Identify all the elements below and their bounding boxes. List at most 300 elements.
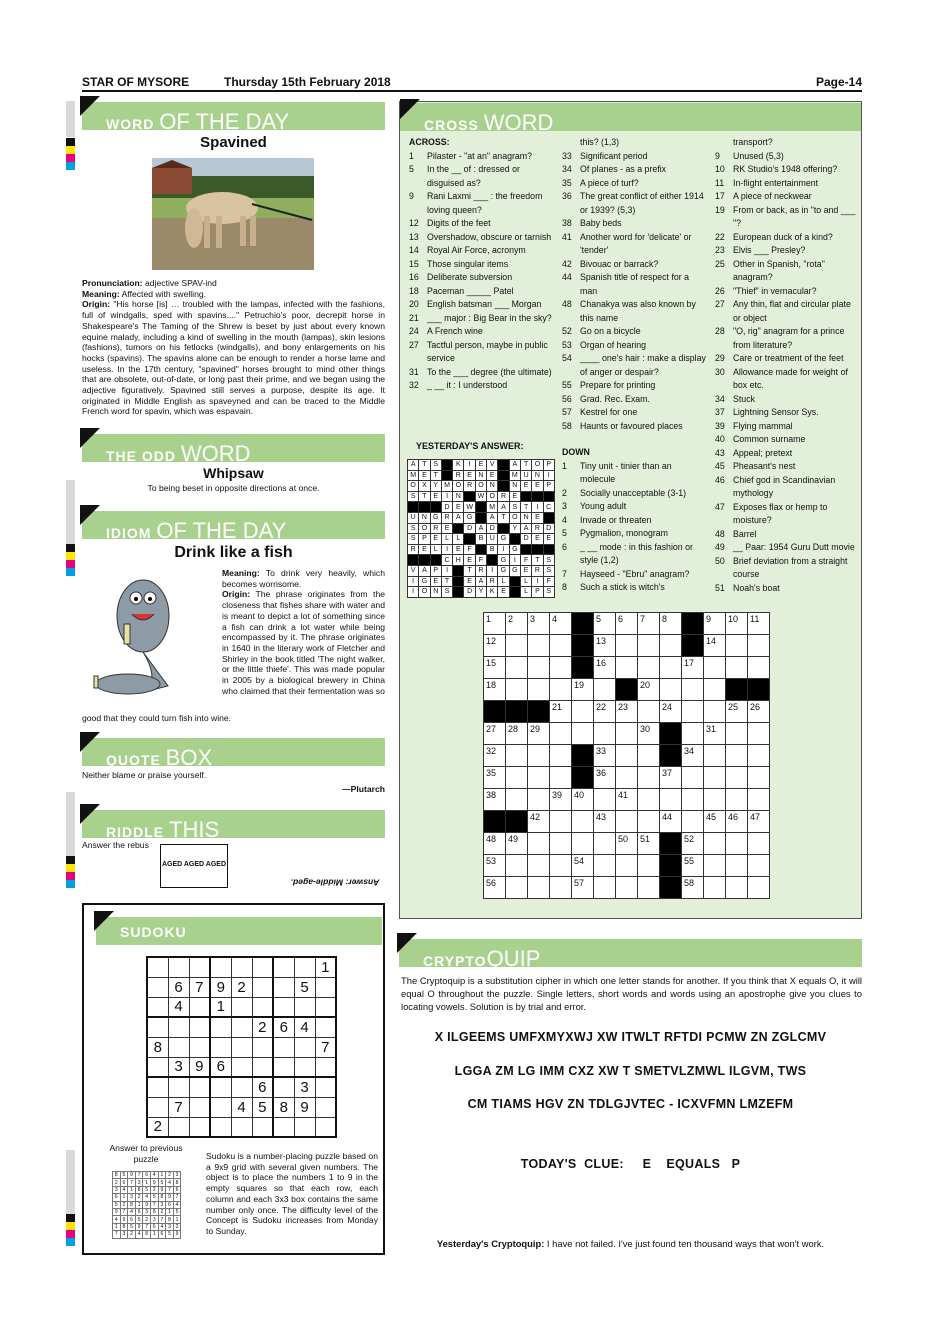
- crossword-cell[interactable]: [638, 789, 660, 811]
- crossword-cell[interactable]: [704, 745, 726, 767]
- sudoku-cell[interactable]: [294, 1117, 315, 1137]
- crossword-cell[interactable]: [704, 855, 726, 877]
- crossword-cell[interactable]: 2: [506, 613, 528, 635]
- crossword-cell[interactable]: 55: [682, 855, 704, 877]
- sudoku-answer-cell: 8: [150, 1208, 158, 1215]
- crossword-cell[interactable]: [748, 877, 770, 899]
- crossword-cell[interactable]: [726, 635, 748, 657]
- answer-black-cell: [520, 544, 531, 555]
- crossword-cell[interactable]: 29: [528, 723, 550, 745]
- clue-number: 31: [409, 366, 419, 377]
- sudoku-cell: 9: [189, 1057, 210, 1077]
- sudoku-cell[interactable]: [168, 1077, 189, 1097]
- crossword-black-cell: [726, 679, 748, 701]
- crossword-cell[interactable]: [638, 657, 660, 679]
- sudoku-cell[interactable]: [189, 1017, 210, 1037]
- crossword-cell[interactable]: 9: [704, 613, 726, 635]
- crossword-cell[interactable]: [506, 679, 528, 701]
- sudoku-cell[interactable]: [315, 1057, 336, 1077]
- crossword-cell[interactable]: [682, 723, 704, 745]
- label: Meaning:: [222, 568, 260, 578]
- crossword-cell[interactable]: 19: [572, 679, 594, 701]
- crossword-cell[interactable]: [550, 855, 572, 877]
- crossword-cell[interactable]: [660, 635, 682, 657]
- clue-number: 20: [409, 299, 419, 309]
- crossword-cell[interactable]: 45: [704, 811, 726, 833]
- crossword-cell[interactable]: 51: [638, 833, 660, 855]
- crossword-cell[interactable]: [594, 679, 616, 701]
- sudoku-cell[interactable]: [315, 1077, 336, 1097]
- crossword-cell[interactable]: [638, 877, 660, 899]
- crossword-cell[interactable]: [550, 723, 572, 745]
- sudoku-answer-cell: 7: [166, 1186, 174, 1193]
- crossword-cell[interactable]: [704, 833, 726, 855]
- yesterday-quip: I have not failed. I've just found ten thousand ways that won't work.: [544, 1238, 825, 1249]
- sudoku-answer-cell: 2: [166, 1172, 174, 1179]
- crossword-cell[interactable]: [704, 789, 726, 811]
- sudoku-cell[interactable]: [231, 1057, 252, 1077]
- crossword-cell[interactable]: 43: [594, 811, 616, 833]
- clue-text: Deliberate subversion: [427, 272, 513, 282]
- crossword-cell[interactable]: [616, 657, 638, 679]
- crossword-cell[interactable]: [660, 679, 682, 701]
- crossword-cell[interactable]: 16: [594, 657, 616, 679]
- sudoku-cell[interactable]: [147, 1017, 168, 1037]
- crossword-cell[interactable]: 49: [506, 833, 528, 855]
- answer-cell: N: [453, 491, 464, 502]
- sudoku-cell[interactable]: [189, 1097, 210, 1117]
- crossword-black-cell: [682, 635, 704, 657]
- pronunciation: adjective SPAV-ind: [142, 278, 217, 288]
- crossword-cell[interactable]: [748, 833, 770, 855]
- sudoku-cell[interactable]: [315, 997, 336, 1017]
- sudoku-cell[interactable]: [210, 1117, 231, 1137]
- sudoku-answer-cell: 9: [128, 1172, 136, 1179]
- crossword-cell[interactable]: 56: [484, 877, 506, 899]
- crossword-cell[interactable]: [616, 811, 638, 833]
- sudoku-cell[interactable]: [273, 957, 294, 977]
- crossword-cell[interactable]: [682, 767, 704, 789]
- sudoku-cell[interactable]: [210, 1077, 231, 1097]
- answer-cell: A: [419, 565, 430, 576]
- crossword-cell[interactable]: [704, 679, 726, 701]
- clue-item: [715, 406, 860, 420]
- answer-cell: U: [408, 512, 419, 523]
- sudoku-cell[interactable]: [273, 1117, 294, 1137]
- clue-text: The great conflict of either 1914 or 1939? (5,3): [580, 191, 704, 215]
- crossword-cell[interactable]: 12: [484, 635, 506, 657]
- sudoku-cell[interactable]: [168, 1017, 189, 1037]
- clue-item: [715, 244, 860, 258]
- crossword-cell[interactable]: 11: [748, 613, 770, 635]
- sudoku-cell[interactable]: [147, 1057, 168, 1077]
- sudoku-answer-cell: 4: [158, 1223, 166, 1230]
- crossword-cell[interactable]: [638, 855, 660, 877]
- crossword-cell[interactable]: 36: [594, 767, 616, 789]
- crossword-cell[interactable]: [528, 767, 550, 789]
- crossword-cell[interactable]: [528, 745, 550, 767]
- clue-item: [715, 541, 860, 555]
- sudoku-cell[interactable]: [315, 1117, 336, 1137]
- crossword-cell[interactable]: [506, 657, 528, 679]
- sudoku-cell[interactable]: [252, 977, 273, 997]
- crossword-cell[interactable]: 13: [594, 635, 616, 657]
- crossword-cell[interactable]: [682, 811, 704, 833]
- sudoku-cell[interactable]: [252, 997, 273, 1017]
- sudoku-cell[interactable]: [147, 1097, 168, 1117]
- clue-text: A piece of neckwear: [733, 191, 812, 201]
- sudoku-cell[interactable]: [273, 977, 294, 997]
- crossword-cell[interactable]: [616, 745, 638, 767]
- sudoku-cell[interactable]: [189, 1077, 210, 1097]
- crossword-cell[interactable]: [572, 701, 594, 723]
- crossword-cell[interactable]: [550, 833, 572, 855]
- sudoku-cell[interactable]: [168, 957, 189, 977]
- crossword-cell[interactable]: 39: [550, 789, 572, 811]
- crossword-cell[interactable]: [704, 657, 726, 679]
- sudoku-cell[interactable]: [189, 997, 210, 1017]
- crossword-cell[interactable]: 4: [550, 613, 572, 635]
- answer-cell: L: [430, 544, 441, 555]
- sudoku-cell[interactable]: [294, 997, 315, 1017]
- sudoku-cell[interactable]: [273, 997, 294, 1017]
- sudoku-cell[interactable]: [147, 977, 168, 997]
- sudoku-answer-cell: 8: [143, 1231, 151, 1238]
- clue-item: [409, 285, 557, 299]
- sudoku-cell[interactable]: [315, 977, 336, 997]
- crossword-cell[interactable]: 42: [528, 811, 550, 833]
- crossword-cell[interactable]: [660, 657, 682, 679]
- crossword-cell[interactable]: 26: [748, 701, 770, 723]
- crossword-cell[interactable]: 41: [616, 789, 638, 811]
- answer-cell: D: [464, 587, 475, 598]
- answer-cell: E: [532, 512, 543, 523]
- crossword-cell[interactable]: [682, 679, 704, 701]
- answer-black-cell: [464, 534, 475, 545]
- answer-black-cell: [532, 491, 543, 502]
- clue-number: 23: [715, 245, 725, 255]
- crossword-cell[interactable]: [594, 723, 616, 745]
- crossword-cell[interactable]: 57: [572, 877, 594, 899]
- sudoku-cell[interactable]: [210, 1017, 231, 1037]
- crossword-cell[interactable]: [726, 855, 748, 877]
- crossword-cell[interactable]: [748, 745, 770, 767]
- crossword-cell[interactable]: 17: [682, 657, 704, 679]
- crossword-cell[interactable]: 34: [682, 745, 704, 767]
- sudoku-answer-cell: 7: [150, 1201, 158, 1208]
- answer-cell: I: [408, 576, 419, 587]
- answer-cell: I: [498, 544, 509, 555]
- crossword-cell[interactable]: [528, 789, 550, 811]
- crossword-cell[interactable]: [638, 701, 660, 723]
- sudoku-cell[interactable]: [315, 1097, 336, 1117]
- crossword-cell[interactable]: [594, 855, 616, 877]
- clue-text: Such a stick is witch's: [580, 582, 665, 592]
- crossword-cell[interactable]: [506, 877, 528, 899]
- crossword-cell[interactable]: [726, 723, 748, 745]
- crossword-cell[interactable]: [748, 635, 770, 657]
- crossword-panel: [399, 101, 862, 919]
- answer-cell: S: [441, 587, 452, 598]
- sudoku-cell[interactable]: [252, 1037, 273, 1057]
- crossword-cell[interactable]: [594, 789, 616, 811]
- crossword-cell[interactable]: 5: [594, 613, 616, 635]
- sudoku-cell[interactable]: [210, 1037, 231, 1057]
- crossword-cell[interactable]: [506, 789, 528, 811]
- crossword-cell[interactable]: 48: [484, 833, 506, 855]
- clue-item: [562, 514, 706, 528]
- crossword-cell[interactable]: [748, 767, 770, 789]
- crossword-cell[interactable]: 33: [594, 745, 616, 767]
- crossword-cell[interactable]: [748, 657, 770, 679]
- crossword-cell[interactable]: [528, 877, 550, 899]
- crossword-cell[interactable]: 6: [616, 613, 638, 635]
- crossword-cell[interactable]: [550, 745, 572, 767]
- sudoku-cell[interactable]: [294, 1037, 315, 1057]
- crossword-cell[interactable]: 3: [528, 613, 550, 635]
- clue-item: [715, 285, 860, 299]
- answer-cell: M: [487, 502, 498, 513]
- crossword-cell[interactable]: 30: [638, 723, 660, 745]
- crossword-cell[interactable]: [748, 855, 770, 877]
- crossword-cell[interactable]: [572, 723, 594, 745]
- sudoku-cell[interactable]: [231, 957, 252, 977]
- sudoku-cell[interactable]: [273, 1037, 294, 1057]
- answer-black-cell: [509, 587, 520, 598]
- band-label-large: WORD: [483, 110, 554, 135]
- sudoku-cell[interactable]: [210, 1097, 231, 1117]
- crossword-cell[interactable]: [528, 679, 550, 701]
- crossword-cell[interactable]: [616, 723, 638, 745]
- clue-item: [409, 271, 557, 285]
- sudoku-cell: 6: [273, 1017, 294, 1037]
- crossword-band: [400, 103, 861, 135]
- crossword-cell[interactable]: [748, 723, 770, 745]
- crossword-cell[interactable]: 52: [682, 833, 704, 855]
- crossword-cell[interactable]: [506, 855, 528, 877]
- fish-cartoon-illustration: [88, 566, 188, 706]
- crossword-cell[interactable]: 38: [484, 789, 506, 811]
- sudoku-cell[interactable]: [210, 957, 231, 977]
- crossword-cell[interactable]: 25: [726, 701, 748, 723]
- crossword-cell[interactable]: 7: [638, 613, 660, 635]
- crossword-cell[interactable]: 10: [726, 613, 748, 635]
- crossword-cell[interactable]: 44: [660, 811, 682, 833]
- clue-number: 51: [715, 582, 725, 593]
- sudoku-cell[interactable]: [294, 957, 315, 977]
- crossword-cell[interactable]: 58: [682, 877, 704, 899]
- crossword-cell[interactable]: [704, 877, 726, 899]
- clue-number: 33: [562, 150, 572, 161]
- clue-number: 39: [715, 420, 725, 431]
- crossword-cell[interactable]: [726, 833, 748, 855]
- crossword-cell[interactable]: [550, 635, 572, 657]
- crossword-cell[interactable]: [550, 657, 572, 679]
- sudoku-cell[interactable]: [189, 1037, 210, 1057]
- sudoku-cell[interactable]: [273, 1057, 294, 1077]
- crossword-cell[interactable]: [616, 855, 638, 877]
- clue-text: Lightning Sensor Sys.: [733, 407, 819, 417]
- crossword-cell[interactable]: [682, 701, 704, 723]
- crossword-cell[interactable]: 22: [594, 701, 616, 723]
- crossword-cell[interactable]: 31: [704, 723, 726, 745]
- page-header: [82, 74, 862, 92]
- answer-cell: S: [509, 502, 520, 513]
- clue-text: Allowance made for weight of box etc.: [733, 366, 848, 390]
- crossword-cell[interactable]: [528, 635, 550, 657]
- crossword-cell[interactable]: [638, 635, 660, 657]
- crossword-cell[interactable]: [572, 811, 594, 833]
- crossword-cell[interactable]: 35: [484, 767, 506, 789]
- crossword-cell[interactable]: [528, 833, 550, 855]
- clue-text: Pygmalion, monogram: [580, 528, 669, 538]
- crossword-cell[interactable]: 47: [748, 811, 770, 833]
- crossword-cell[interactable]: [704, 767, 726, 789]
- crossword-cell[interactable]: [726, 877, 748, 899]
- answer-black-cell: [509, 534, 520, 545]
- sudoku-cell[interactable]: [252, 1117, 273, 1137]
- crossword-cell[interactable]: 24: [660, 701, 682, 723]
- crossword-cell[interactable]: [572, 833, 594, 855]
- crossword-cell[interactable]: 37: [660, 767, 682, 789]
- crossword-cell[interactable]: [616, 767, 638, 789]
- sudoku-cell[interactable]: [252, 1057, 273, 1077]
- across-title: ACROSS:: [409, 137, 450, 147]
- crossword-cell[interactable]: [528, 657, 550, 679]
- clue-number: 48: [715, 528, 725, 539]
- clue-number: 57: [562, 407, 572, 417]
- crossword-cell[interactable]: [506, 635, 528, 657]
- clue-text: Tiny unit - tinier than an molecule: [580, 460, 672, 484]
- answer-cell: O: [532, 460, 543, 471]
- crossword-cell[interactable]: 54: [572, 855, 594, 877]
- sudoku-cell[interactable]: [231, 1077, 252, 1097]
- clue-text: this? (1,3): [580, 137, 620, 147]
- sudoku-cell[interactable]: [231, 1037, 252, 1057]
- crossword-cell[interactable]: [506, 745, 528, 767]
- clue-item: [715, 582, 860, 596]
- crossword-black-cell: [484, 701, 506, 723]
- answer-cell: L: [520, 576, 531, 587]
- clue-item: [715, 258, 860, 285]
- crossword-cell[interactable]: [616, 877, 638, 899]
- sudoku-cell[interactable]: [147, 957, 168, 977]
- horse-photo: [152, 158, 314, 270]
- clue-item: [562, 231, 706, 258]
- sudoku-answer-cell: 9: [173, 1231, 181, 1238]
- sudoku-cell[interactable]: [168, 1117, 189, 1137]
- answer-cell: T: [520, 460, 531, 471]
- clue-text: Grad. Rec. Exam.: [580, 393, 650, 404]
- sudoku-cell[interactable]: [273, 1077, 294, 1097]
- clue-text: Care or treatment of the feet: [733, 353, 844, 363]
- sudoku-cell[interactable]: [231, 1117, 252, 1137]
- crossword-cell[interactable]: [638, 811, 660, 833]
- sudoku-answer-cell: 6: [173, 1186, 181, 1193]
- crossword-cell[interactable]: 28: [506, 723, 528, 745]
- crossword-cell[interactable]: [704, 701, 726, 723]
- answer-cell: N: [509, 481, 520, 492]
- sudoku-cell[interactable]: [231, 1017, 252, 1037]
- sudoku-answer-cell: 8: [158, 1194, 166, 1201]
- sudoku-cell[interactable]: [147, 1077, 168, 1097]
- sudoku-cell[interactable]: [294, 1057, 315, 1077]
- answer-cell: P: [543, 460, 554, 471]
- idiom-band: [82, 511, 385, 543]
- crossword-cell[interactable]: [748, 789, 770, 811]
- crossword-cell[interactable]: 20: [638, 679, 660, 701]
- clue-item: [409, 231, 557, 245]
- answer-cell: T: [532, 555, 543, 566]
- answer-cell: Y: [475, 587, 486, 598]
- answer-black-cell: [509, 576, 520, 587]
- crossword-cell[interactable]: [550, 679, 572, 701]
- sudoku-cell: 7: [168, 1097, 189, 1117]
- crossword-cell[interactable]: 8: [660, 613, 682, 635]
- crossword-cell[interactable]: [550, 877, 572, 899]
- crossword-cell[interactable]: 14: [704, 635, 726, 657]
- crossword-cell[interactable]: [550, 811, 572, 833]
- sudoku-answer-cell: 2: [128, 1231, 136, 1238]
- sudoku-cell[interactable]: [252, 957, 273, 977]
- crossword-cell[interactable]: [638, 767, 660, 789]
- crossword-cell[interactable]: [660, 789, 682, 811]
- crossword-cell[interactable]: 23: [616, 701, 638, 723]
- sudoku-cell[interactable]: [189, 1117, 210, 1137]
- crossword-cell[interactable]: 27: [484, 723, 506, 745]
- crossword-cell[interactable]: [726, 767, 748, 789]
- clue-number: 14: [409, 245, 419, 255]
- crossword-cell[interactable]: 40: [572, 789, 594, 811]
- sudoku-answer-cell: 5: [158, 1179, 166, 1186]
- sudoku-cell[interactable]: [231, 997, 252, 1017]
- crossword-cell[interactable]: [726, 657, 748, 679]
- sudoku-cell: 8: [273, 1097, 294, 1117]
- clue-item: [562, 271, 706, 298]
- answer-cell: I: [543, 470, 554, 481]
- crossword-cell[interactable]: [616, 635, 638, 657]
- crossword-cell[interactable]: 1: [484, 613, 506, 635]
- clue-text: RK Studio's 1948 offering?: [733, 164, 838, 174]
- clue-item: [562, 163, 706, 177]
- crossword-cell[interactable]: 50: [616, 833, 638, 855]
- crossword-cell[interactable]: 18: [484, 679, 506, 701]
- answer-cell: A: [487, 512, 498, 523]
- crossword-cell[interactable]: [550, 767, 572, 789]
- crossword-cell[interactable]: 46: [726, 811, 748, 833]
- sudoku-cell[interactable]: [168, 1037, 189, 1057]
- sudoku-answer-cell: 9: [150, 1179, 158, 1186]
- crossword-cell[interactable]: [726, 745, 748, 767]
- crossword-cell[interactable]: 53: [484, 855, 506, 877]
- sudoku-cell[interactable]: [315, 1017, 336, 1037]
- sudoku-cell[interactable]: [147, 997, 168, 1017]
- crossword-cell[interactable]: [594, 833, 616, 855]
- crossword-cell[interactable]: [506, 767, 528, 789]
- crossword-cell[interactable]: 15: [484, 657, 506, 679]
- crossword-cell[interactable]: 21: [550, 701, 572, 723]
- crossword-cell[interactable]: [638, 745, 660, 767]
- crossword-cell[interactable]: [726, 789, 748, 811]
- answer-cell: N: [487, 481, 498, 492]
- crossword-cell[interactable]: 32: [484, 745, 506, 767]
- crossword-cell[interactable]: [528, 855, 550, 877]
- down-clues-col2: [715, 136, 860, 595]
- crossword-cell[interactable]: [594, 877, 616, 899]
- crossword-cell[interactable]: [682, 789, 704, 811]
- sudoku-cell: 3: [294, 1077, 315, 1097]
- sudoku-cell[interactable]: [189, 957, 210, 977]
